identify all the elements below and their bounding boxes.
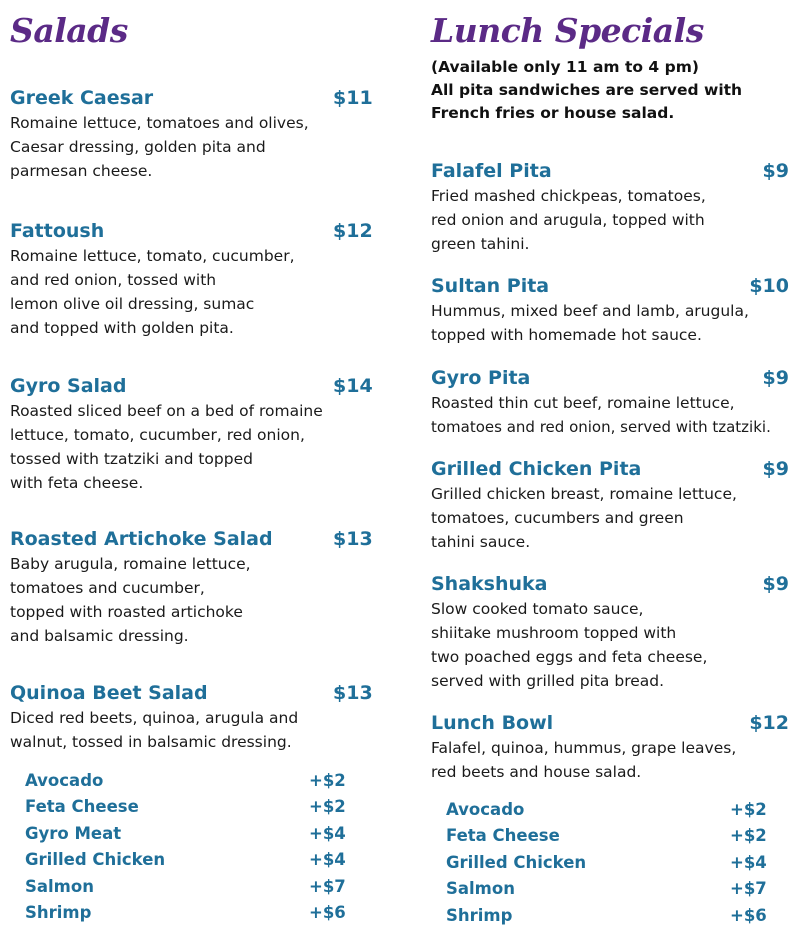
addon-row (446, 823, 780, 849)
menu-item-gyro-pita (431, 365, 791, 439)
addon-price: +$6 (730, 905, 767, 925)
item-price: $12 (749, 712, 789, 734)
item-description: Hummus, mixed beef and lamb, arugula, topped with homemade hot sauce. (431, 302, 749, 344)
addon-name: Grilled Chicken (446, 852, 587, 872)
addon-price: +$4 (309, 823, 346, 843)
item-name: Greek Caesar (10, 87, 154, 109)
addon-price: +$2 (730, 826, 767, 846)
item-price: $11 (333, 87, 373, 109)
lunch-addons-list (446, 797, 780, 929)
item-price: $14 (333, 375, 373, 397)
item-price: $10 (749, 275, 789, 297)
item-price: $9 (762, 367, 789, 389)
addon-row (25, 874, 355, 900)
item-name: Gyro Salad (10, 375, 127, 397)
menu-item-quinoa-beet-salad (10, 680, 373, 754)
item-name: Lunch Bowl (431, 712, 554, 734)
addon-price: +$7 (730, 879, 767, 899)
menu-item-greek-caesar (10, 85, 373, 183)
addon-row (25, 768, 355, 794)
menu-item-sultan-pita (431, 273, 791, 347)
addon-price: +$6 (309, 902, 346, 922)
item-description: Fried mashed chickpeas, tomatoes, red onion and arugula, topped with green tahini. (431, 187, 706, 253)
addon-row (25, 847, 355, 873)
item-name: Quinoa Beet Salad (10, 682, 208, 704)
addon-row (446, 850, 780, 876)
item-price: $13 (333, 528, 373, 550)
addon-row (25, 821, 355, 847)
item-name: Gyro Pita (431, 367, 531, 389)
addon-price: +$4 (730, 852, 767, 872)
item-name: Fattoush (10, 220, 105, 242)
addon-name: Feta Cheese (25, 797, 139, 817)
addon-price: +$2 (309, 797, 346, 817)
addon-name: Shrimp (446, 905, 513, 925)
addon-name: Avocado (446, 800, 525, 819)
addon-name: Grilled Chicken (25, 850, 166, 870)
addon-row (446, 876, 780, 902)
addon-name: Shrimp (25, 902, 92, 922)
item-description: Romaine lettuce, tomatoes and olives, Caesar dressing, golden pita and parmesan cheese. (10, 114, 309, 180)
menu-item-shakshuka (431, 571, 791, 693)
item-description: Diced red beets, quinoa, arugula and walnut, tossed in balsamic dressing. (10, 709, 299, 751)
item-description: Slow cooked tomato sauce, shiitake mushroom topped with two poached eggs and feta cheese, served with grilled pita bread. (431, 600, 708, 690)
addon-name: Salmon (446, 879, 515, 899)
menu-item-roasted-artichoke-salad (10, 526, 373, 648)
addon-row (25, 900, 355, 926)
addon-row (25, 794, 355, 820)
menu-item-falafel-pita (431, 158, 791, 256)
addon-row (446, 797, 780, 823)
item-name: Sultan Pita (431, 275, 550, 297)
lunch-availability-note: (Available only 11 am to 4 pm) All pita sandwiches are served with French fries or house salad. (431, 58, 743, 122)
addon-name: Feta Cheese (446, 826, 560, 846)
item-description: Grilled chicken breast, romaine lettuce, tomatoes, cucumbers and green tahini sauce. (431, 485, 737, 551)
salad-addons-list (25, 768, 355, 926)
item-price: $9 (762, 573, 789, 595)
item-price: $9 (762, 160, 789, 182)
addon-name: Avocado (25, 771, 104, 790)
item-name: Shakshuka (431, 573, 548, 595)
lunch-specials-title: Lunch Specials (431, 11, 704, 50)
addon-price: +$2 (730, 800, 767, 819)
menu-item-lunch-bowl (431, 710, 791, 784)
item-name: Roasted Artichoke Salad (10, 528, 273, 550)
item-description: Baby arugula, romaine lettuce, tomatoes and cucumber, topped with roasted artichoke and balsamic dressing. (10, 555, 251, 645)
item-name: Grilled Chicken Pita (431, 458, 642, 480)
addon-row (446, 903, 780, 929)
item-price: $9 (762, 458, 789, 480)
menu-item-grilled-chicken-pita (431, 456, 791, 554)
item-description: Roasted sliced beef on a bed of romaine lettuce, tomato, cucumber, red onion, tossed with tzatziki and topped with feta cheese. (10, 402, 323, 492)
addon-price: +$2 (309, 771, 346, 790)
item-description: Romaine lettuce, tomato, cucumber, and red onion, tossed with lemon olive oil dressing, sumac and topped with golden pita. (10, 247, 295, 337)
addon-name: Salmon (25, 876, 94, 896)
item-price: $13 (333, 682, 373, 704)
addon-name: Gyro Meat (25, 823, 122, 843)
addon-price: +$4 (309, 850, 346, 870)
menu-item-fattoush (10, 218, 373, 340)
addon-price: +$7 (309, 876, 346, 896)
item-price: $12 (333, 220, 373, 242)
menu-item-gyro-salad (10, 373, 373, 495)
item-description: Falafel, quinoa, hummus, grape leaves, red beets and house salad. (431, 739, 737, 781)
item-name: Falafel Pita (431, 160, 552, 182)
salads-title: Salads (10, 11, 128, 50)
item-description: Roasted thin cut beef, romaine lettuce, tomatoes and red onion, served with tzatziki. (431, 394, 771, 436)
